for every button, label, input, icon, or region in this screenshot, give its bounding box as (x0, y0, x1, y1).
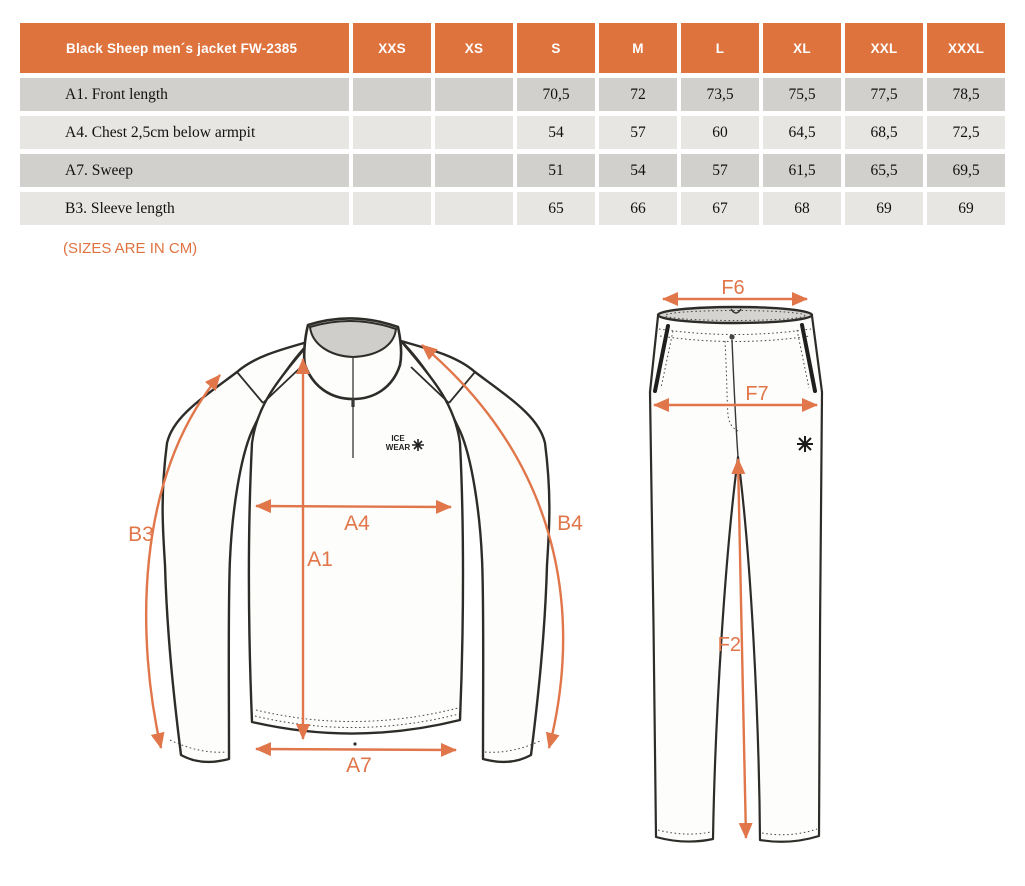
table-cell (435, 116, 513, 149)
jacket-diagram (115, 293, 625, 813)
label-b4: B4 (557, 512, 583, 535)
label-f7: F7 (745, 383, 769, 405)
table-cell: 68 (763, 192, 841, 225)
hem-zip-stop (353, 742, 356, 745)
table-cell: 51 (517, 154, 595, 187)
label-f6: F6 (721, 278, 745, 299)
table-cell: 69 (927, 192, 1005, 225)
table-cell: 61,5 (763, 154, 841, 187)
snowflake-icon (797, 436, 813, 452)
table-cell: 66 (599, 192, 677, 225)
table-cell: 65 (517, 192, 595, 225)
table-cell (353, 192, 431, 225)
label-a1: A1 (307, 548, 333, 571)
table-cell: 60 (681, 116, 759, 149)
row-label-sleeve-length: B3. Sleeve length (20, 192, 349, 225)
table-cell: 72,5 (927, 116, 1005, 149)
table-cell: 73,5 (681, 78, 759, 111)
size-header-xxxl: XXXL (927, 23, 1005, 73)
table-cell: 68,5 (845, 116, 923, 149)
arrow-a7 (256, 749, 456, 750)
table-cell: 70,5 (517, 78, 595, 111)
sizes-note: (SIZES ARE IN CM) (63, 240, 198, 257)
table-cell: 69,5 (927, 154, 1005, 187)
table-cell: 54 (599, 154, 677, 187)
table-cell (353, 78, 431, 111)
table-cell: 54 (517, 116, 595, 149)
arrow-a4 (256, 506, 451, 507)
table-cell: 77,5 (845, 78, 923, 111)
table-cell (353, 154, 431, 187)
table-cell: 57 (599, 116, 677, 149)
logo-text-ice: ICE (391, 434, 405, 443)
table-cell: 65,5 (845, 154, 923, 187)
table-cell (353, 116, 431, 149)
pants-diagram (635, 278, 855, 863)
table-cell (435, 78, 513, 111)
label-f2: F2 (717, 634, 741, 656)
row-label-front-length: A1. Front length (20, 78, 349, 111)
size-header-s: S (517, 23, 595, 73)
table-cell: 64,5 (763, 116, 841, 149)
table-cell: 69 (845, 192, 923, 225)
label-b3: B3 (128, 523, 154, 546)
logo-text-wear: WEAR (385, 443, 411, 452)
table-cell (435, 192, 513, 225)
row-label-sweep: A7. Sweep (20, 154, 349, 187)
table-cell (435, 154, 513, 187)
label-a7: A7 (346, 754, 372, 777)
pants-button (729, 334, 734, 339)
table-cell: 75,5 (763, 78, 841, 111)
pants-waist-opening (658, 307, 812, 323)
table-cell: 67 (681, 192, 759, 225)
size-header-l: L (681, 23, 759, 73)
size-header-xl: XL (763, 23, 841, 73)
size-header-m: M (599, 23, 677, 73)
table-title: Black Sheep men´s jacket FW-2385 (20, 23, 349, 73)
pants-body (650, 316, 822, 842)
label-a4: A4 (344, 512, 370, 535)
table-cell: 78,5 (927, 78, 1005, 111)
size-table (20, 23, 1005, 225)
row-label-chest: A4. Chest 2,5cm below armpit (20, 116, 349, 149)
table-cell: 72 (599, 78, 677, 111)
size-header-xxs: XXS (353, 23, 431, 73)
size-header-xxl: XXL (845, 23, 923, 73)
table-cell: 57 (681, 154, 759, 187)
size-header-xs: XS (435, 23, 513, 73)
